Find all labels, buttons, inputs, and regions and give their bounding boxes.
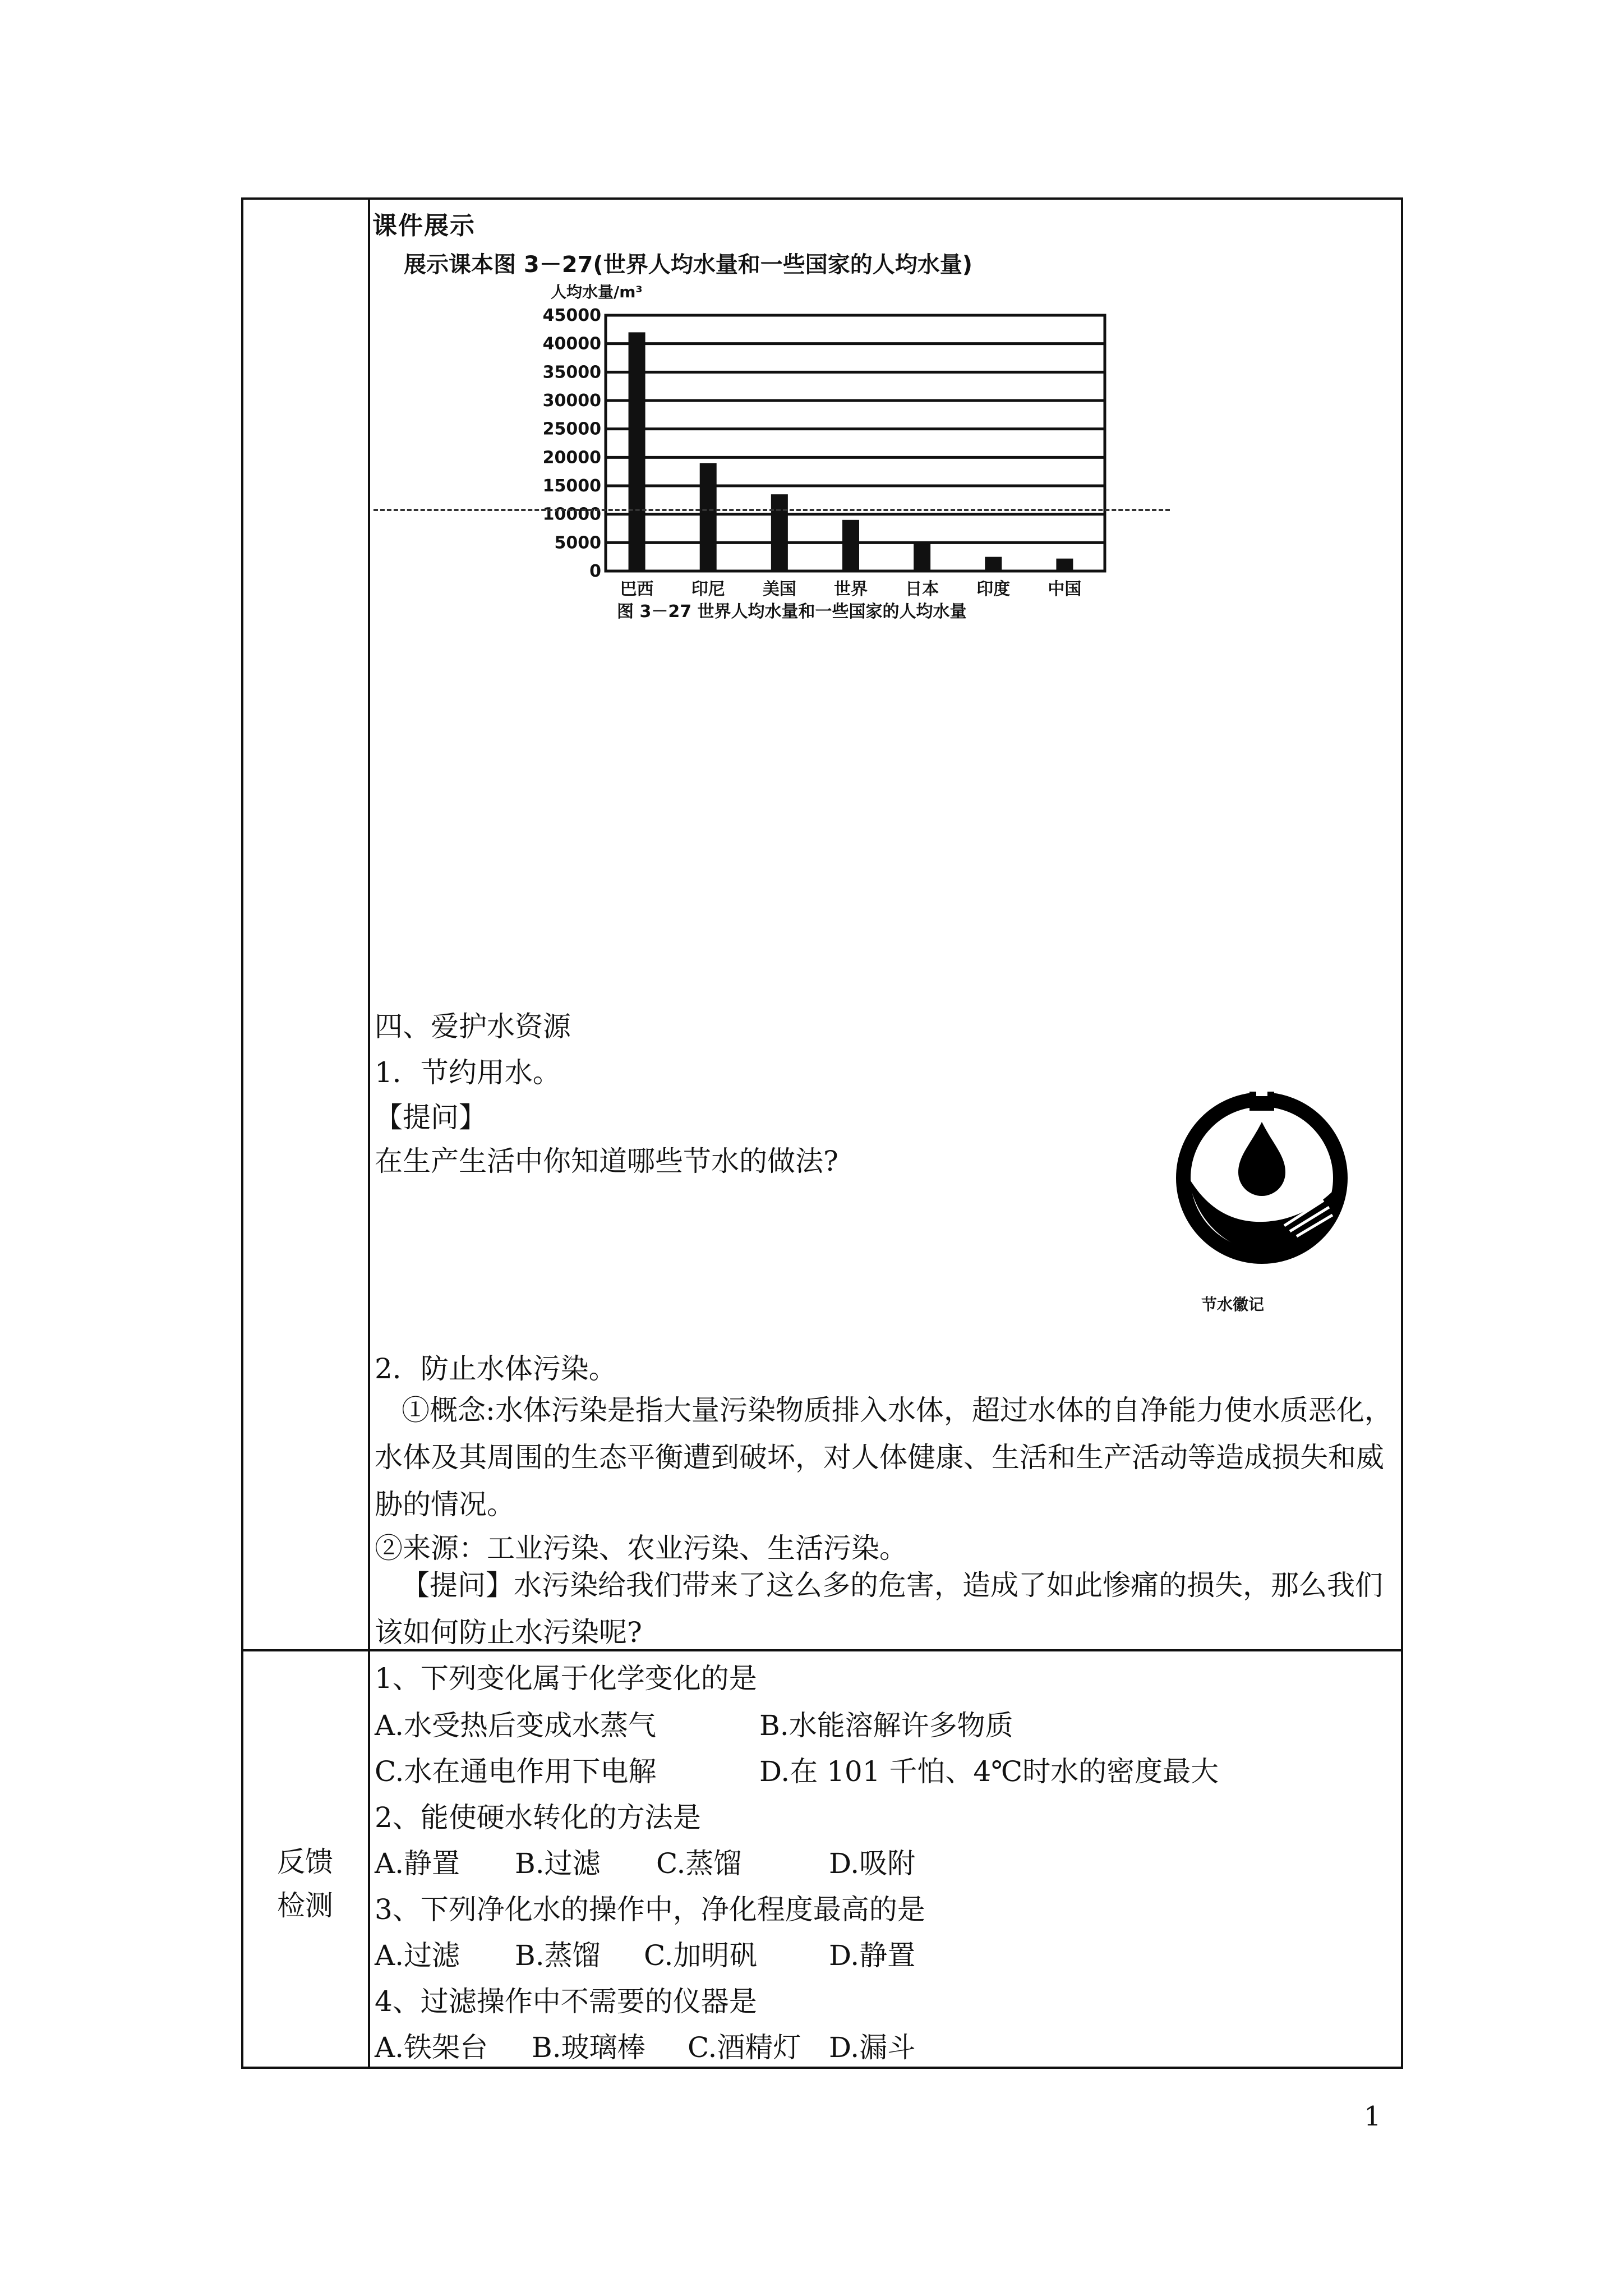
bar	[985, 557, 1002, 571]
water-saving-logo-icon	[1172, 1088, 1352, 1268]
bar	[700, 463, 717, 571]
ask-tag: 【提问】	[375, 1101, 487, 1134]
q3-option-b: B.蒸馏	[515, 1939, 601, 1972]
chart-header-line2: 展示课本图 3－27(世界人均水量和一些国家的人均水量)	[404, 252, 972, 278]
water-per-capita-chart	[370, 280, 1189, 628]
bar	[771, 494, 788, 571]
q1-option-b: B.水能溶解许多物质	[759, 1709, 1013, 1742]
category-label: 印尼	[691, 579, 725, 599]
bar	[914, 544, 930, 571]
question-text: 在生产生活中你知道哪些节水的做法?	[375, 1145, 838, 1177]
q2-option-a: A.静置	[375, 1847, 460, 1880]
question-4: 4、过滤操作中不需要的仪器是	[375, 1985, 757, 2018]
category-label: 美国	[762, 579, 796, 599]
question-2: 2、能使硬水转化的方法是	[375, 1801, 701, 1834]
item-save-water: 1．节约用水。	[375, 1056, 561, 1089]
feedback-label: 反馈 检测	[277, 1846, 333, 1922]
bar	[1056, 559, 1073, 571]
category-label: 世界	[834, 579, 868, 599]
y-tick-label: 5000	[554, 533, 601, 553]
y-tick-label: 40000	[542, 334, 601, 354]
category-label: 巴西	[620, 579, 654, 599]
chart-ylabel: 人均水量/m³	[551, 283, 643, 301]
concept-paragraph: ①概念:水体污染是指大量污染物质排入水体，超过水体的自净能力使水质恶化，水体及其周围的生态平衡遭到破坏，对人体健康、生活和生产活动等造成损失和威胁的情况。	[375, 1394, 1393, 1521]
chart-header-line1: 课件展示	[372, 211, 476, 240]
category-label: 中国	[1048, 579, 1082, 599]
q2-option-b: B.过滤	[515, 1847, 601, 1880]
q3-option-c: C.加明矾	[644, 1939, 758, 1972]
category-label: 日本	[905, 579, 939, 599]
q3-option-d: D.静置	[829, 1939, 916, 1972]
ask2-paragraph: 【提问】水污染给我们带来了这么多的危害，造成了如此惨痛的损失，那么我们该如何防止水污染呢?	[375, 1569, 1383, 1649]
page-number: 1	[1364, 2101, 1381, 2132]
q4-option-d: D.漏斗	[829, 2031, 916, 2064]
q1-option-a: A.水受热后变成水蒸气	[375, 1709, 657, 1742]
item-prevent-pollution: 2．防止水体污染。	[375, 1352, 617, 1385]
y-tick-label: 25000	[542, 419, 601, 439]
q1-option-c: C.水在通电作用下电解	[375, 1755, 657, 1788]
bar	[629, 332, 645, 571]
q1-option-d: D.在 101 千怕、4℃时水的密度最大	[759, 1755, 1219, 1788]
chart-caption: 图 3－27 世界人均水量和一些国家的人均水量	[617, 602, 967, 622]
q4-option-b: B.玻璃棒	[532, 2031, 645, 2064]
q4-option-a: A.铁架台	[375, 2031, 488, 2064]
y-tick-label: 30000	[542, 391, 601, 411]
q2-option-c: C.蒸馏	[656, 1847, 742, 1880]
q2-option-d: D.吸附	[829, 1847, 916, 1880]
source-text: ②来源：工业污染、农业污染、生活污染。	[375, 1532, 907, 1565]
q3-option-a: A.过滤	[375, 1939, 460, 1972]
question-1: 1、下列变化属于化学变化的是	[375, 1662, 757, 1695]
logo-caption: 节水徽记	[1201, 1295, 1265, 1314]
bar	[842, 520, 859, 571]
y-tick-label: 15000	[542, 476, 601, 496]
section-title: 四、爱护水资源	[375, 1010, 571, 1043]
category-label: 印度	[976, 579, 1011, 599]
y-tick-label: 35000	[542, 362, 601, 383]
y-tick-label: 45000	[542, 306, 601, 325]
y-tick-label: 0	[589, 562, 601, 581]
question-3: 3、下列净化水的操作中，净化程度最高的是	[375, 1893, 925, 1926]
y-tick-label: 20000	[542, 448, 601, 468]
dashed-divider	[374, 509, 1170, 511]
q4-option-c: C.酒精灯	[688, 2031, 801, 2064]
y-tick-label: 10000	[542, 504, 601, 524]
